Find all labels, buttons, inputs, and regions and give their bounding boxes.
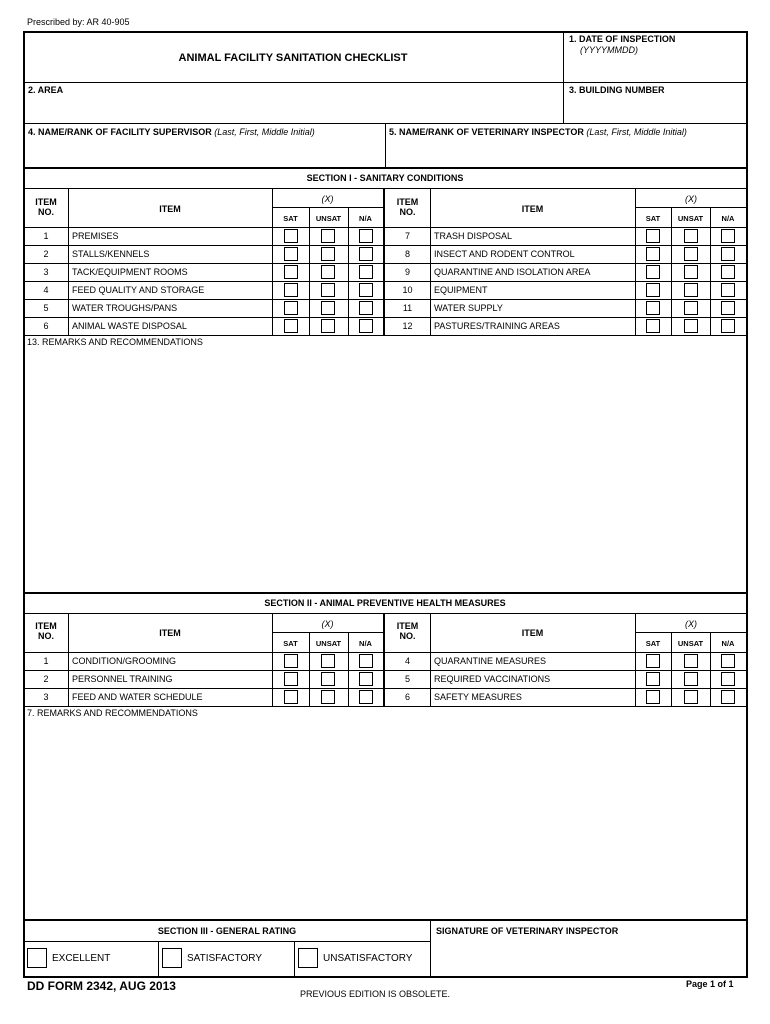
- unsat-checkbox[interactable]: [321, 690, 335, 704]
- unsat-checkbox[interactable]: [684, 247, 698, 261]
- item-label: PREMISES: [72, 231, 119, 241]
- na-checkbox[interactable]: [721, 672, 735, 686]
- s1-remarks-field[interactable]: [26, 350, 744, 590]
- row-divider: [384, 670, 747, 671]
- building-number-field[interactable]: [566, 98, 744, 120]
- supervisor-label: [28, 127, 315, 137]
- na-checkbox[interactable]: [359, 319, 373, 333]
- item-number: 7: [404, 231, 410, 241]
- item-number: 9: [404, 267, 410, 277]
- item-label: ANIMAL WASTE DISPOSAL: [72, 321, 187, 331]
- item-number: 10: [402, 285, 413, 295]
- row-divider: [23, 688, 384, 689]
- rule: [635, 188, 636, 336]
- item-label: PERSONNEL TRAINING: [72, 674, 173, 684]
- row-divider: [23, 263, 384, 264]
- s2-na-header: N/A: [359, 639, 372, 648]
- rating-satisfactory-label: SATISFACTORY: [187, 953, 263, 964]
- rule: [635, 632, 747, 633]
- na-checkbox[interactable]: [359, 229, 373, 243]
- sat-checkbox[interactable]: [646, 672, 660, 686]
- unsat-checkbox[interactable]: [321, 319, 335, 333]
- header-divider: [563, 31, 564, 123]
- sat-checkbox[interactable]: [646, 229, 660, 243]
- na-checkbox[interactable]: [359, 283, 373, 297]
- s1-item-no-header: [24, 197, 68, 217]
- building-label: 3. BUILDING NUMBER: [569, 85, 665, 95]
- header-item-1: ITEM: [396, 621, 419, 631]
- na-checkbox[interactable]: [359, 672, 373, 686]
- unsat-checkbox[interactable]: [684, 690, 698, 704]
- item-label: INSECT AND RODENT CONTROL: [434, 249, 575, 259]
- row-divider: [23, 670, 384, 671]
- sat-checkbox[interactable]: [284, 690, 298, 704]
- unsat-checkbox[interactable]: [684, 301, 698, 315]
- rule: [23, 227, 748, 228]
- date-label: 1. DATE OF INSPECTION: [569, 34, 676, 44]
- page-number: Page 1 of 1: [686, 979, 734, 989]
- item-label: EQUIPMENT: [434, 285, 488, 295]
- unsat-checkbox[interactable]: [321, 301, 335, 315]
- s2-remarks-field[interactable]: [26, 721, 744, 916]
- item-number: 1: [43, 656, 49, 666]
- s2-sat-header: SAT: [283, 639, 298, 648]
- s1-item-header-right: ITEM: [521, 204, 544, 214]
- area-field[interactable]: [26, 98, 560, 120]
- item-number: 6: [404, 692, 410, 702]
- rule: [23, 82, 748, 83]
- unsat-checkbox[interactable]: [684, 265, 698, 279]
- header-no: NO.: [399, 207, 416, 217]
- rating-unsatisfactory-checkbox[interactable]: [298, 948, 318, 968]
- sat-checkbox[interactable]: [646, 265, 660, 279]
- s1-x-header-right: (X): [685, 194, 697, 204]
- na-checkbox[interactable]: [721, 229, 735, 243]
- supervisor-hint: (Last, First, Middle Initial): [214, 127, 315, 137]
- rule: [272, 632, 383, 633]
- signature-field[interactable]: [434, 942, 744, 974]
- supervisor-label-text: 4. NAME/RANK OF FACILITY SUPERVISOR: [28, 127, 212, 137]
- item-number: 12: [402, 321, 413, 331]
- na-checkbox[interactable]: [721, 283, 735, 297]
- row-divider: [384, 245, 747, 246]
- s2-unsat-header: UNSAT: [315, 639, 342, 648]
- item-number: 6: [43, 321, 49, 331]
- rule: [746, 919, 748, 977]
- header-no: NO.: [399, 631, 416, 641]
- unsat-checkbox[interactable]: [321, 229, 335, 243]
- rating-unsatisfactory-label: UNSATISFACTORY: [323, 953, 413, 964]
- na-checkbox[interactable]: [721, 247, 735, 261]
- unsat-checkbox[interactable]: [684, 229, 698, 243]
- s1-sat-header-right: SAT: [645, 214, 661, 223]
- rule: [635, 207, 747, 208]
- sat-checkbox[interactable]: [646, 690, 660, 704]
- header-item-1: ITEM: [35, 197, 57, 207]
- rule: [385, 123, 386, 167]
- na-checkbox[interactable]: [721, 690, 735, 704]
- na-checkbox[interactable]: [359, 265, 373, 279]
- rule: [158, 941, 159, 976]
- unsat-checkbox[interactable]: [321, 265, 335, 279]
- s2-unsat-header-right: UNSAT: [677, 639, 704, 648]
- facility-supervisor-field[interactable]: [26, 142, 382, 164]
- row-divider: [23, 281, 384, 282]
- item-number: 3: [43, 692, 49, 702]
- date-of-inspection-field[interactable]: [566, 58, 744, 80]
- sat-checkbox[interactable]: [284, 672, 298, 686]
- na-checkbox[interactable]: [359, 301, 373, 315]
- item-label: STALLS/KENNELS: [72, 249, 150, 259]
- unsat-checkbox[interactable]: [684, 654, 698, 668]
- frame-top: [23, 31, 748, 33]
- item-label: SAFETY MEASURES: [434, 692, 522, 702]
- row-divider: [384, 263, 747, 264]
- sat-checkbox[interactable]: [284, 319, 298, 333]
- s1-sat-header: SAT: [283, 214, 298, 223]
- frame-left: [23, 31, 25, 919]
- section3-title: SECTION III - GENERAL RATING: [157, 926, 297, 936]
- item-label: REQUIRED VACCINATIONS: [434, 674, 551, 684]
- row-divider: [384, 317, 747, 318]
- sat-checkbox[interactable]: [284, 247, 298, 261]
- item-number: 2: [43, 674, 49, 684]
- item-label: CONDITION/GROOMING: [72, 656, 176, 666]
- rating-satisfactory-checkbox[interactable]: [162, 948, 182, 968]
- header-no: NO.: [37, 207, 54, 217]
- item-label: PASTURES/TRAINING AREAS: [434, 321, 560, 331]
- s1-item-header: ITEM: [159, 204, 181, 214]
- na-checkbox[interactable]: [721, 654, 735, 668]
- row-divider: [23, 245, 384, 246]
- item-number: 2: [43, 249, 49, 259]
- area-label: 2. AREA: [28, 85, 64, 95]
- item-label: FEED AND WATER SCHEDULE: [72, 692, 203, 702]
- item-number: 1: [43, 231, 49, 241]
- na-checkbox[interactable]: [359, 654, 373, 668]
- header-no: NO.: [37, 631, 54, 641]
- s1-remarks-label: 13. REMARKS AND RECOMMENDATIONS: [27, 337, 203, 347]
- unsat-checkbox[interactable]: [684, 319, 698, 333]
- item-label: WATER SUPPLY: [434, 303, 503, 313]
- sat-checkbox[interactable]: [284, 229, 298, 243]
- sat-checkbox[interactable]: [284, 301, 298, 315]
- form-id: DD FORM 2342, AUG 2013: [27, 979, 176, 993]
- item-label: TRASH DISPOSAL: [434, 231, 513, 241]
- vet-label: [389, 127, 687, 137]
- date-hint: (YYYYMMDD): [580, 45, 638, 55]
- unsat-checkbox[interactable]: [684, 672, 698, 686]
- row-divider: [384, 299, 747, 300]
- item-label: QUARANTINE AND ISOLATION AREA: [434, 267, 591, 277]
- rule: [23, 592, 748, 594]
- section1-title: SECTION I - SANITARY CONDITIONS: [306, 173, 464, 183]
- na-checkbox[interactable]: [721, 265, 735, 279]
- rule: [23, 652, 748, 653]
- unsat-checkbox[interactable]: [321, 247, 335, 261]
- rule: [272, 188, 273, 336]
- rule: [23, 335, 748, 336]
- na-checkbox[interactable]: [359, 247, 373, 261]
- s2-item-no-header-right: [385, 621, 430, 641]
- obsolete-note: PREVIOUS EDITION IS OBSOLETE.: [300, 989, 451, 999]
- sat-checkbox[interactable]: [284, 265, 298, 279]
- rule: [23, 919, 748, 921]
- s2-item-no-header: [24, 621, 68, 641]
- na-checkbox[interactable]: [721, 319, 735, 333]
- unsat-checkbox[interactable]: [321, 283, 335, 297]
- s1-na-header: N/A: [359, 214, 372, 223]
- item-number: 4: [43, 285, 49, 295]
- unsat-checkbox[interactable]: [684, 283, 698, 297]
- signature-label: SIGNATURE OF VETERINARY INSPECTOR: [436, 926, 619, 936]
- row-divider: [384, 688, 747, 689]
- na-checkbox[interactable]: [359, 690, 373, 704]
- rule: [23, 613, 748, 614]
- sat-checkbox[interactable]: [646, 301, 660, 315]
- vet-label-text: 5. NAME/RANK OF VETERINARY INSPECTOR: [389, 127, 584, 137]
- sat-checkbox[interactable]: [646, 283, 660, 297]
- header-item-1: ITEM: [396, 197, 419, 207]
- item-label: TACK/EQUIPMENT ROOMS: [72, 267, 188, 277]
- rule: [23, 706, 748, 707]
- rating-excellent-label: EXCELLENT: [52, 953, 111, 964]
- item-number: 4: [404, 656, 410, 666]
- rule: [23, 188, 748, 189]
- unsat-checkbox[interactable]: [321, 672, 335, 686]
- s2-item-header: ITEM: [159, 628, 181, 638]
- item-number: 5: [404, 674, 410, 684]
- s2-x-header-right: (X): [685, 619, 697, 629]
- rule: [430, 919, 431, 977]
- s1-x-header: (X): [321, 194, 334, 204]
- sat-checkbox[interactable]: [646, 247, 660, 261]
- item-number: 5: [43, 303, 49, 313]
- item-label: QUARANTINE MEASURES: [434, 656, 547, 666]
- item-number: 3: [43, 267, 49, 277]
- form-title: ANIMAL FACILITY SANITATION CHECKLIST: [178, 52, 408, 64]
- sat-checkbox[interactable]: [646, 319, 660, 333]
- s2-na-header-right: N/A: [721, 639, 735, 648]
- s1-na-header-right: N/A: [721, 214, 735, 223]
- s2-sat-header-right: SAT: [645, 639, 661, 648]
- rule: [294, 941, 295, 976]
- item-label: WATER TROUGHS/PANS: [72, 303, 178, 313]
- s1-unsat-header-right: UNSAT: [677, 214, 704, 223]
- s2-x-header: (X): [321, 619, 334, 629]
- section2-title: SECTION II - ANIMAL PREVENTIVE HEALTH MEASURES: [264, 598, 506, 608]
- rating-excellent-checkbox[interactable]: [27, 948, 47, 968]
- unsat-checkbox[interactable]: [321, 654, 335, 668]
- item-number: 8: [404, 249, 410, 259]
- rule: [23, 941, 430, 942]
- rule: [23, 167, 748, 169]
- sat-checkbox[interactable]: [284, 283, 298, 297]
- row-divider: [23, 299, 384, 300]
- sat-checkbox[interactable]: [284, 654, 298, 668]
- item-number: 11: [402, 303, 413, 313]
- frame-right: [746, 31, 748, 919]
- sat-checkbox[interactable]: [646, 654, 660, 668]
- na-checkbox[interactable]: [721, 301, 735, 315]
- s2-remarks-label: 7. REMARKS AND RECOMMENDATIONS: [27, 708, 198, 718]
- rule: [272, 207, 383, 208]
- row-divider: [23, 317, 384, 318]
- s1-item-no-header-right: [385, 197, 430, 217]
- prescribed-by: Prescribed by: AR 40-905: [27, 17, 130, 27]
- vet-hint: (Last, First, Middle Initial): [586, 127, 687, 137]
- veterinary-inspector-field[interactable]: [388, 142, 744, 164]
- row-divider: [384, 281, 747, 282]
- rule: [23, 976, 748, 978]
- s1-unsat-header: UNSAT: [315, 214, 342, 223]
- s2-item-header-right: ITEM: [521, 628, 544, 638]
- item-label: FEED QUALITY AND STORAGE: [72, 285, 205, 295]
- header-item-1: ITEM: [35, 621, 57, 631]
